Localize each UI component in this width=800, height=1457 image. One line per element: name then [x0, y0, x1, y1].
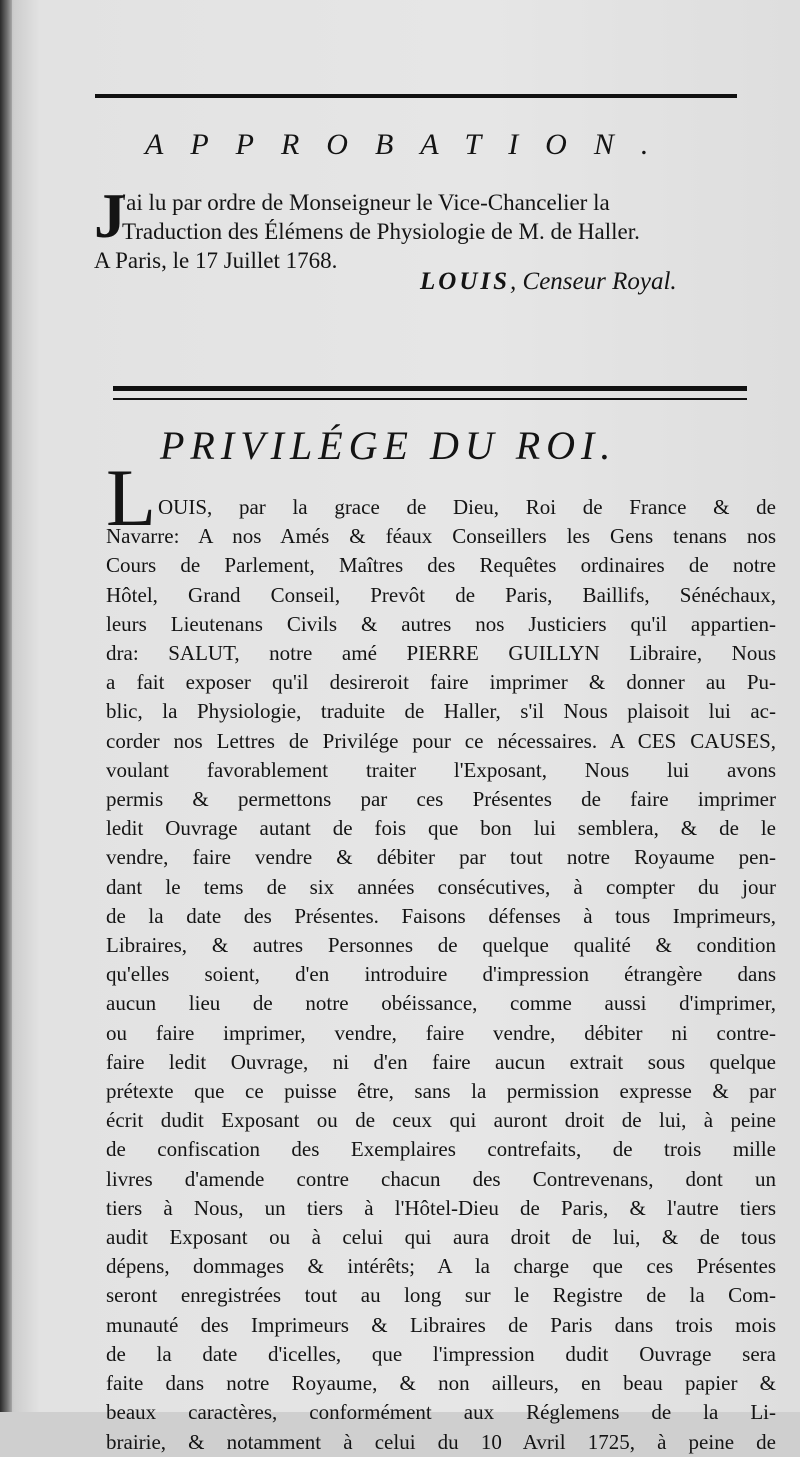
privilege-line: de la date des Présentes. Faisons défenses à tous Imprimeurs,	[106, 903, 776, 928]
privilege-line: dant le tems de six années consécutives, à compter du jour	[106, 874, 776, 899]
privilege-line: Libraires, & autres Personnes de quelque qualité & condition	[106, 933, 776, 958]
privilege-line: ledit Ouvrage autant de fois que bon lui semblera, & de le	[106, 816, 776, 841]
privilege-line: faite dans notre Royaume, & non ailleurs, en beau papier &	[106, 1371, 776, 1396]
censor-signature	[420, 268, 740, 296]
privilege-line: permis & permettons par ces Présentes de faire imprimer	[106, 787, 776, 812]
privilege-text	[106, 493, 776, 1457]
privilege-line: de confiscation des Exemplaires contrefaits, de trois mille	[106, 1137, 776, 1162]
approbation-line: A Paris, le 17 Juillet 1768.	[94, 248, 338, 273]
approbation-line: 'ai lu par ordre de Monseigneur le Vice-Chancelier la	[122, 190, 610, 215]
privilege-line: Hôtel, Grand Conseil, Prevôt de Paris, Baillifs, Sénéchaux,	[106, 582, 776, 607]
privilege-line: tiers à Nous, un tiers à l'Hôtel-Dieu de Paris, & l'autre tiers	[106, 1195, 776, 1220]
privilege-line: qu'elles soient, d'en introduire d'impression étrangère dans	[106, 962, 776, 987]
privilege-line: blic, la Physiologie, traduite de Haller, s'il Nous plaisoit lui ac-	[106, 699, 776, 724]
censor-role: , Censeur Royal.	[510, 268, 677, 295]
privilege-line: livres d'amende contre chacun des Contrevenans, dont un	[106, 1166, 776, 1191]
censor-name: LOUIS	[420, 268, 511, 295]
privilege-line: dra: SALUT, notre amé PIERRE GUILLYN Libraire, Nous	[106, 641, 776, 666]
approbation-title: APPROBATION.	[145, 128, 676, 161]
privilege-line: audit Exposant ou à celui qui aura droit de lui, & de tous	[106, 1225, 776, 1250]
approbation-text	[94, 180, 766, 275]
privilege-line: dépens, dommages & intérêts; A la charge que ces Présentes	[106, 1254, 776, 1279]
privilege-line: prétexte que ce puisse être, sans la permission expresse & par	[106, 1079, 776, 1104]
privilege-title: PRIVILÉGE DU ROI.	[160, 423, 617, 468]
privilege-line: a fait exposer qu'il desireroit faire imprimer & donner au Pu-	[106, 670, 776, 695]
approbation-line: Traduction des Élémens de Physiologie de M. de Haller.	[122, 219, 640, 244]
privilege-drop-cap: L	[106, 452, 157, 543]
privilege-line: seront enregistrées tout au long sur le Registre de la Com-	[106, 1283, 776, 1308]
privilege-line: Cours de Parlement, Maîtres des Requêtes ordinaires de notre	[106, 553, 776, 578]
privilege-line: vendre, faire vendre & débiter par tout notre Royaume pen-	[106, 845, 776, 870]
double-rule	[113, 386, 747, 400]
privilege-line: brairie, & notamment à celui du 10 Avril 1725, à peine de	[106, 1429, 776, 1454]
privilege-line: corder nos Lettres de Privilége pour ce nécessaires. A CES CAUSES,	[106, 728, 776, 753]
privilege-line: écrit dudit Exposant ou de ceux qui auront droit de lui, à peine	[106, 1108, 776, 1133]
privilege-line: de la date d'icelles, que l'impression dudit Ouvrage sera	[106, 1341, 776, 1366]
top-rule	[95, 94, 737, 98]
privilege-line: ou faire imprimer, vendre, faire vendre, débiter ni contre-	[106, 1020, 776, 1045]
privilege-line: munauté des Imprimeurs & Libraires de Paris dans trois mois	[106, 1312, 776, 1337]
privilege-line: aucun lieu de notre obéissance, comme aussi d'imprimer,	[106, 991, 776, 1016]
privilege-line: Navarre: A nos Amés & féaux Conseillers les Gens tenans nos	[106, 524, 776, 549]
privilege-line: faire ledit Ouvrage, ni d'en faire aucun extrait sous quelque	[106, 1049, 776, 1074]
privilege-line: beaux caractères, conformément aux Réglemens de la Li-	[106, 1400, 776, 1425]
book-spine-shadow	[0, 0, 12, 1412]
privilege-line: voulant favorablement traiter l'Exposant, Nous lui avons	[106, 757, 776, 782]
approbation-drop-cap: J	[94, 180, 126, 251]
privilege-line: leurs Lieutenans Civils & autres nos Justiciers qu'il appartien-	[106, 611, 776, 636]
privilege-line: OUIS, par la grace de Dieu, Roi de France & de	[158, 495, 776, 519]
